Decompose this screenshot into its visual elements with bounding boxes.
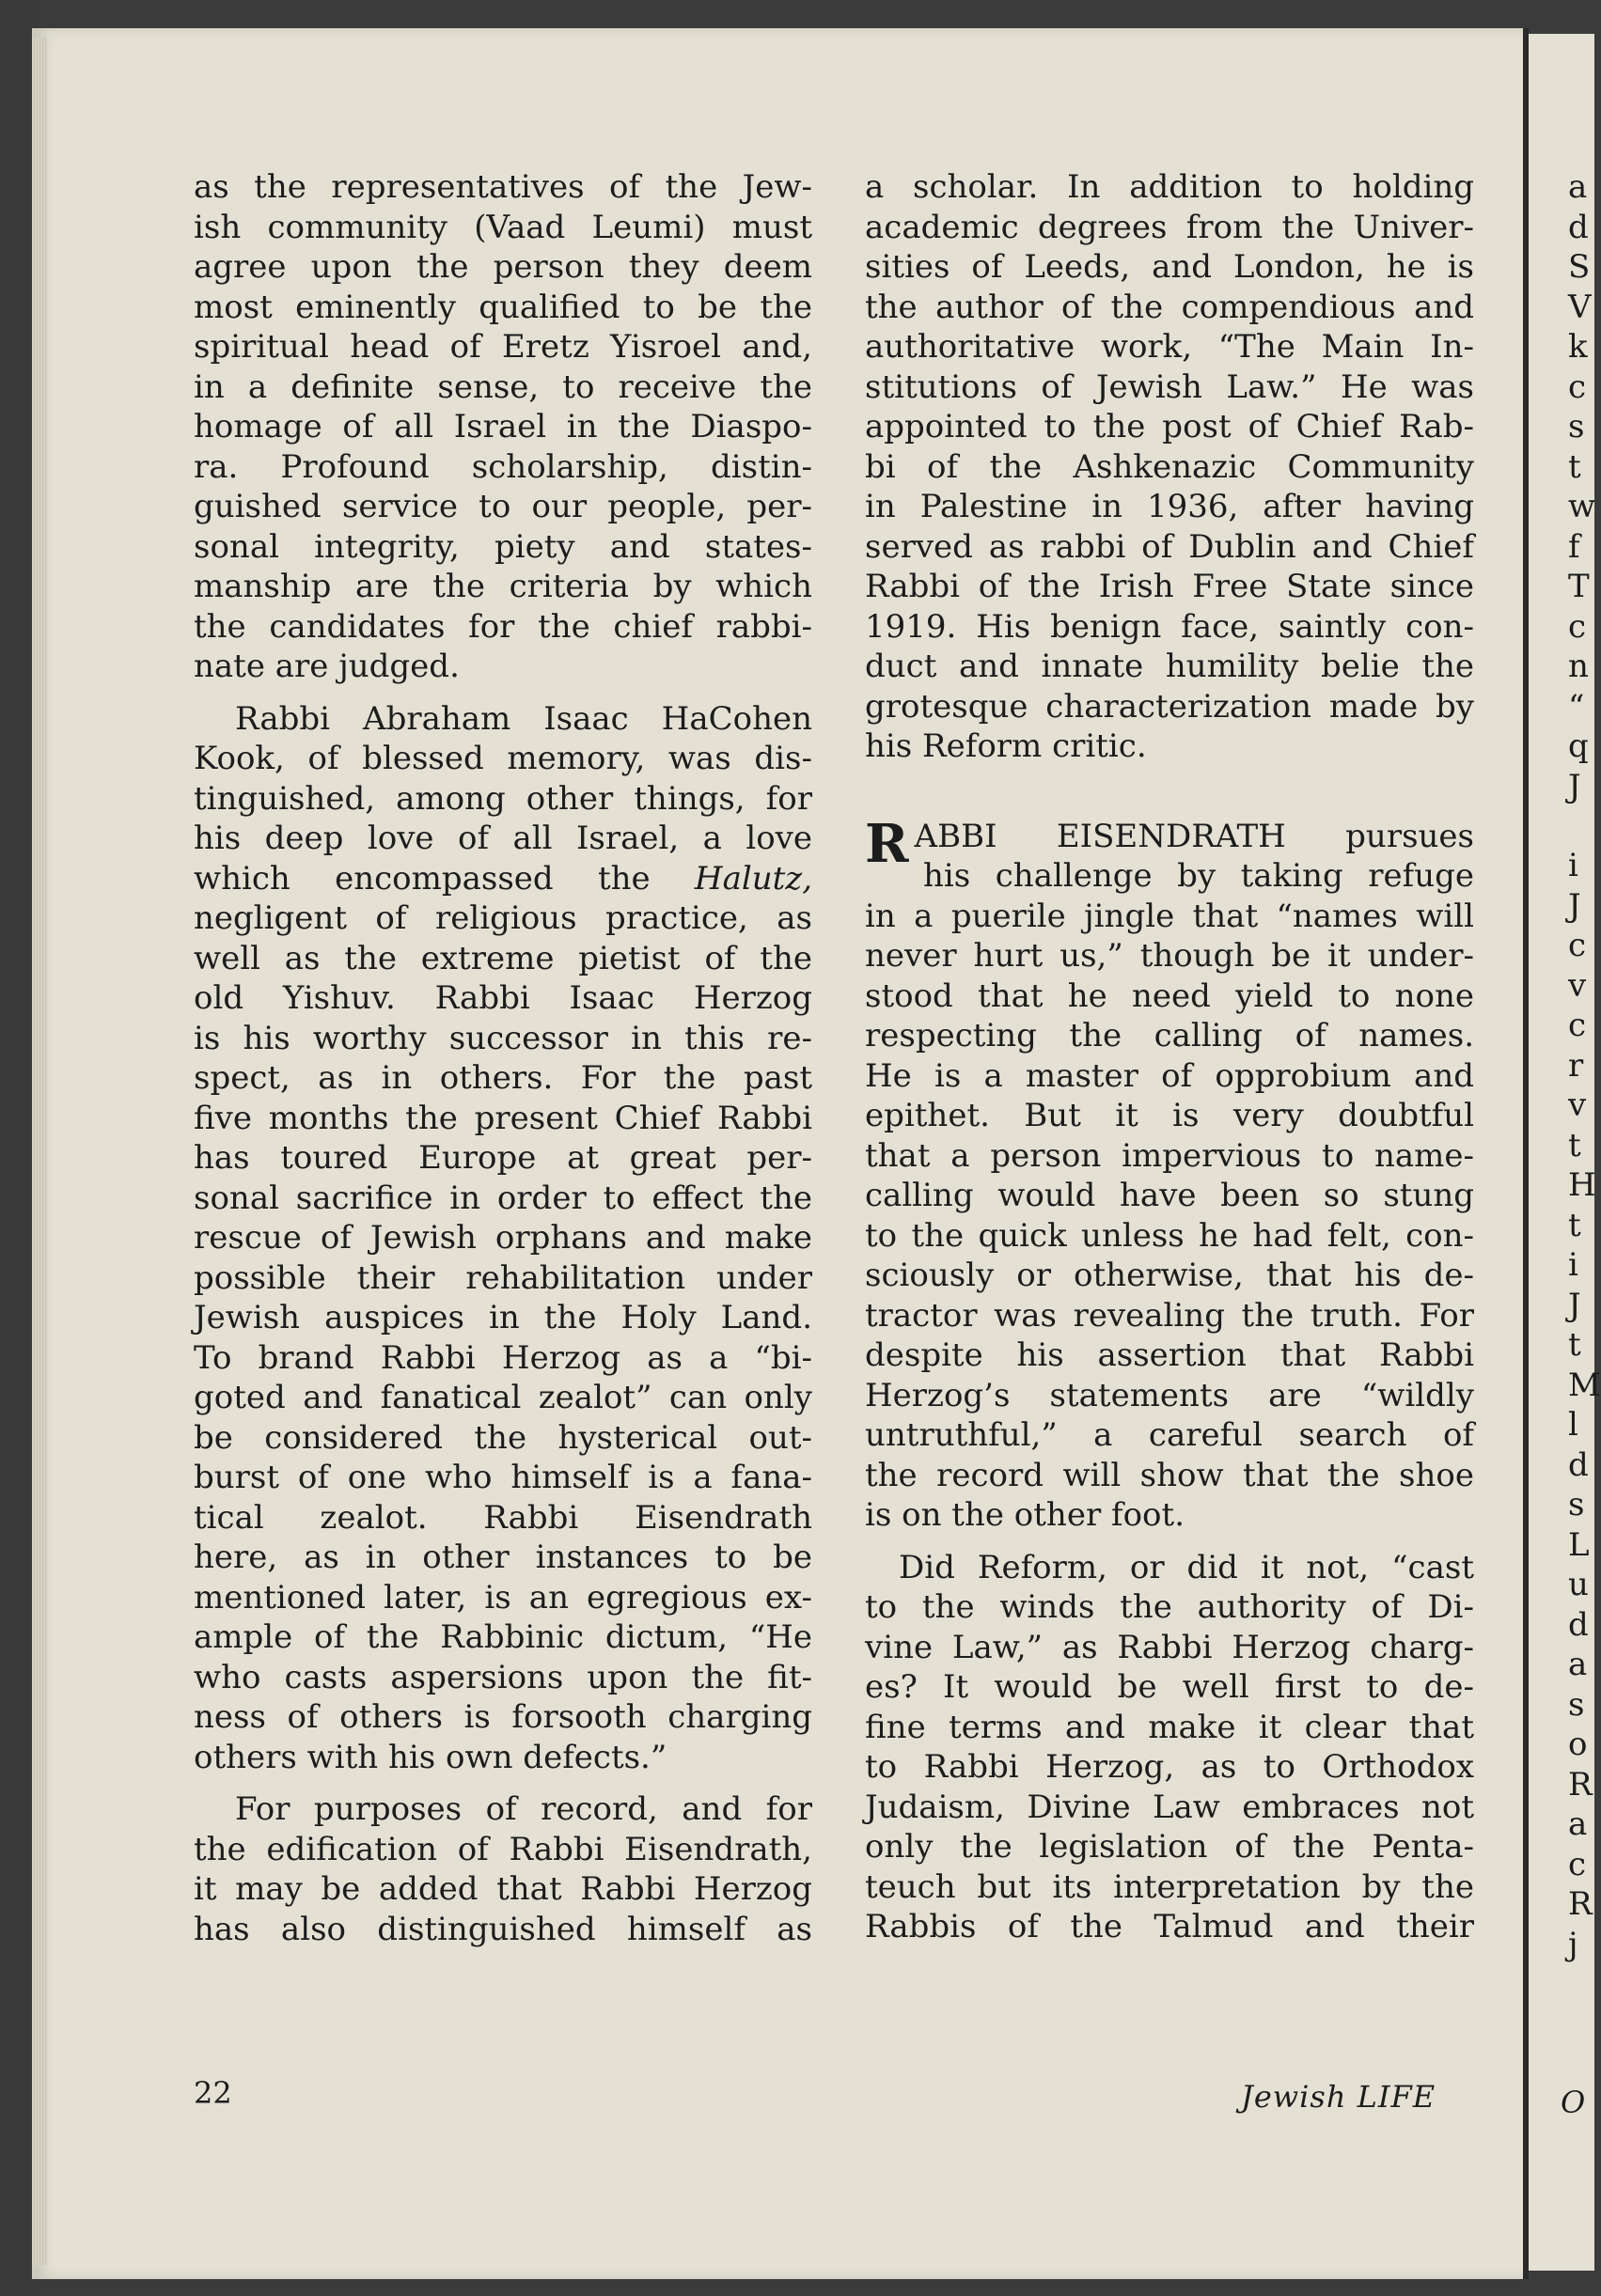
text-line: appointed to the post of Chief Rab- xyxy=(865,408,1474,445)
text-line: agree upon the person they deem xyxy=(194,248,812,286)
text-line: in a definite sense, to receive the xyxy=(194,367,812,406)
text-line: spiritual head of Eretz Yisroel and, xyxy=(194,328,812,366)
text-line: his deep love of all Israel, a love xyxy=(194,820,812,857)
text-line: epithet. But it is very doubtful xyxy=(865,1097,1474,1134)
text-line: his Reform critic. xyxy=(865,727,1147,765)
drop-cap: R xyxy=(865,812,909,875)
text-line: 1919. His benign face, saintly con- xyxy=(865,607,1474,646)
fragment-letter: s xyxy=(1568,1486,1585,1523)
facing-page-footer: O xyxy=(1561,2085,1586,2120)
fragment-letter: d xyxy=(1568,1605,1589,1644)
text-line: his challenge by taking refuge xyxy=(923,857,1474,895)
text-line: goted and fanatical zealot” can only xyxy=(194,1379,812,1416)
text-line: He is a master of opprobium and xyxy=(865,1056,1474,1095)
text-line: that a person impervious to name- xyxy=(865,1136,1474,1175)
paragraph xyxy=(194,1789,812,1949)
fragment-letter: t xyxy=(1568,1326,1581,1364)
paragraph xyxy=(194,699,812,1778)
text-line: ish community (Vaad Leumi) must xyxy=(194,208,812,246)
text-line: here, as in other instances to be xyxy=(194,1538,812,1576)
fragment-letter: T xyxy=(1568,568,1590,605)
text-line: mentioned later, is an egregious ex- xyxy=(194,1578,812,1617)
fragment-letter: J xyxy=(1568,767,1581,805)
text-line: has toured Europe at great per- xyxy=(194,1139,812,1177)
page-edges xyxy=(32,38,47,2265)
text-line: To brand Rabbi Herzog as a “bi- xyxy=(194,1338,812,1377)
text-line: is on the other foot. xyxy=(865,1496,1185,1534)
fragment-letter: s xyxy=(1568,1685,1585,1724)
fragment-letter: o xyxy=(1568,1726,1588,1763)
fragment-letter: i xyxy=(1568,847,1578,884)
text-line: sonal sacrifice in order to effect the xyxy=(194,1179,812,1217)
fragment-letter: J xyxy=(1568,886,1581,925)
fragment-letter: c xyxy=(1568,927,1587,964)
text-line: five months the present Chief Rabbi xyxy=(194,1099,812,1137)
facing-page-text-fragments xyxy=(1568,167,1601,1964)
text-line: Herzog’s statements are “wildly xyxy=(865,1376,1474,1414)
text-line: as the representatives of the Jew- xyxy=(194,168,812,206)
text-line: nate are judged. xyxy=(194,648,460,685)
fragment-letter: H xyxy=(1568,1166,1596,1204)
text-line: to the quick unless he had felt, con- xyxy=(865,1216,1474,1255)
text-line: most eminently qualified to be the xyxy=(194,288,812,326)
fragment-letter: V xyxy=(1568,288,1592,326)
text-line: For purposes of record, and for xyxy=(235,1790,812,1828)
text-line: the record will show that the shoe xyxy=(865,1456,1474,1494)
text-line: Kook, of blessed memory, was dis- xyxy=(194,740,812,777)
text-line: ample of the Rabbinic dictum, “He xyxy=(194,1618,812,1656)
fragment-letter: c xyxy=(1568,1007,1587,1044)
text-line: homage of all Israel in the Diaspo- xyxy=(194,408,812,445)
text-line: Rabbis of the Talmud and their xyxy=(865,1908,1474,1945)
fragment-letter: w xyxy=(1568,488,1596,525)
text-line: others with his own defects.” xyxy=(194,1738,667,1776)
text-line: well as the extreme pietist of the xyxy=(194,939,812,977)
fragment-letter: d xyxy=(1568,208,1589,246)
text-line: never hurt us,” though be it under- xyxy=(865,937,1474,975)
text-line: the candidates for the chief rabbi- xyxy=(194,607,812,646)
text-line: academic degrees from the Univer- xyxy=(865,208,1474,246)
text-line: negligent of religious practice, as xyxy=(194,899,812,937)
text-line: only the legislation of the Penta- xyxy=(865,1828,1474,1866)
fragment-letter: a xyxy=(1568,1646,1588,1683)
right-text-column xyxy=(865,167,1474,1960)
text-line: tinguished, among other things, for xyxy=(194,779,812,818)
text-line: ra. Profound scholarship, distin- xyxy=(194,447,812,486)
fragment-letter: v xyxy=(1568,966,1587,1005)
fragment-letter: a xyxy=(1568,1805,1588,1843)
text-line: ABBI EISENDRATH pursues xyxy=(914,817,1474,855)
fragment-letter: R xyxy=(1568,1765,1593,1804)
text-line: Rabbi Abraham Isaac HaCohen xyxy=(235,699,812,738)
fragment-gap xyxy=(1568,806,1594,846)
fragment-letter: v xyxy=(1568,1086,1587,1124)
text-line: ness of others is forsooth charging xyxy=(194,1698,812,1736)
text-line: old Yishuv. Rabbi Isaac Herzog xyxy=(194,979,812,1017)
fragment-letter: R xyxy=(1568,1885,1593,1923)
text-line: be considered the hysterical out- xyxy=(194,1418,812,1457)
text-line: to the winds the authority of Di- xyxy=(865,1588,1474,1626)
text-line: Did Reform, or did it not, “cast xyxy=(899,1548,1474,1586)
text-line: es? It would be well first to de- xyxy=(865,1668,1474,1706)
text-line: it may be added that Rabbi Herzog xyxy=(194,1870,812,1908)
text-line: tical zealot. Rabbi Eisendrath xyxy=(194,1498,812,1537)
text-line: to Rabbi Herzog, as to Orthodox xyxy=(865,1748,1474,1786)
fragment-letter: i xyxy=(1568,1246,1578,1284)
text-line: fine terms and make it clear that xyxy=(865,1708,1474,1746)
fragment-letter: S xyxy=(1568,248,1591,286)
text-line: respecting the calling of names. xyxy=(865,1017,1474,1054)
fragment-letter: k xyxy=(1568,328,1588,366)
text-line: authoritative work, “The Main In- xyxy=(865,328,1474,366)
paragraph xyxy=(865,812,1474,1536)
paragraph xyxy=(865,1548,1474,1947)
fragment-letter: r xyxy=(1568,1046,1584,1085)
fragment-letter: c xyxy=(1568,367,1587,406)
text-line: vine Law,” as Rabbi Herzog charg- xyxy=(865,1628,1474,1666)
paragraph xyxy=(865,167,1474,767)
fragment-letter: f xyxy=(1568,527,1580,566)
text-line: is his worthy successor in this re- xyxy=(194,1019,812,1057)
text-line: a scholar. In addition to holding xyxy=(865,168,1474,206)
text-line: who casts aspersions upon the fit- xyxy=(194,1658,812,1696)
fragment-letter: u xyxy=(1568,1566,1589,1603)
text-line: spect, as in others. For the past xyxy=(194,1059,812,1097)
text-line: in a puerile jingle that “names will xyxy=(865,897,1474,935)
fragment-letter: t xyxy=(1568,1126,1581,1164)
text-line: stitutions of Jewish Law.” He was xyxy=(865,367,1474,406)
text-line: grotesque characterization made by xyxy=(865,687,1474,726)
fragment-letter: t xyxy=(1568,1206,1581,1244)
text-line: guished service to our people, per- xyxy=(194,488,812,525)
text-line: served as rabbi of Dublin and Chief xyxy=(865,527,1474,566)
fragment-letter: a xyxy=(1568,168,1588,206)
text-line: tractor was revealing the truth. For xyxy=(865,1296,1474,1335)
text-line: Judaism, Divine Law embraces not xyxy=(865,1788,1474,1826)
text-line: in Palestine in 1936, after having xyxy=(865,488,1474,525)
fragment-letter: n xyxy=(1568,648,1589,685)
fragment-letter: l xyxy=(1568,1406,1578,1444)
text-line: possible their rehabilitation under xyxy=(194,1258,812,1297)
fragment-letter: “ xyxy=(1568,687,1585,726)
text-line: bi of the Ashkenazic Community xyxy=(865,447,1474,486)
text-line: sities of Leeds, and London, he is xyxy=(865,248,1474,286)
fragment-letter: c xyxy=(1568,1845,1587,1883)
text-line: the author of the compendious and xyxy=(865,288,1474,326)
text-line: stood that he need yield to none xyxy=(865,976,1474,1015)
text-line: despite his assertion that Rabbi xyxy=(865,1336,1474,1374)
left-text-column xyxy=(194,167,812,1961)
fragment-letter: M xyxy=(1568,1366,1601,1404)
fragment-letter: j xyxy=(1568,1925,1578,1963)
text-line: has also distinguished himself as xyxy=(194,1910,812,1948)
page-number: 22 xyxy=(194,2075,232,2111)
text-line: Rabbi of the Irish Free State since xyxy=(865,568,1474,605)
text-line: which encompassed the Halutz, xyxy=(194,859,812,898)
text-line: teuch but its interpretation by the xyxy=(865,1867,1474,1906)
fragment-letter: q xyxy=(1568,727,1589,765)
fragment-letter: c xyxy=(1568,607,1587,646)
fragment-letter: d xyxy=(1568,1445,1589,1484)
text-line: manship are the criteria by which xyxy=(194,568,812,605)
text-line: untruthful,” a careful search of xyxy=(865,1416,1474,1454)
text-line: duct and innate humility belie the xyxy=(865,648,1474,685)
running-footer: Jewish LIFE xyxy=(1241,2079,1436,2115)
text-line: sonal integrity, piety and states- xyxy=(194,527,812,566)
italic-term: Halutz, xyxy=(694,859,812,898)
fragment-letter: t xyxy=(1568,447,1581,486)
fragment-letter: L xyxy=(1568,1525,1590,1564)
text-line: burst of one who himself is a fana- xyxy=(194,1459,812,1496)
text-line: rescue of Jewish orphans and make xyxy=(194,1219,812,1257)
text-line: sciously or otherwise, that his de- xyxy=(865,1257,1474,1294)
text-line: calling would have been so stung xyxy=(865,1177,1474,1214)
fragment-letter: J xyxy=(1568,1286,1581,1324)
section-break xyxy=(865,779,1474,817)
text-line: Jewish auspices in the Holy Land. xyxy=(194,1299,812,1336)
text-line: the edification of Rabbi Eisendrath, xyxy=(194,1830,812,1868)
fragment-letter: s xyxy=(1568,408,1585,445)
paragraph xyxy=(194,167,812,687)
